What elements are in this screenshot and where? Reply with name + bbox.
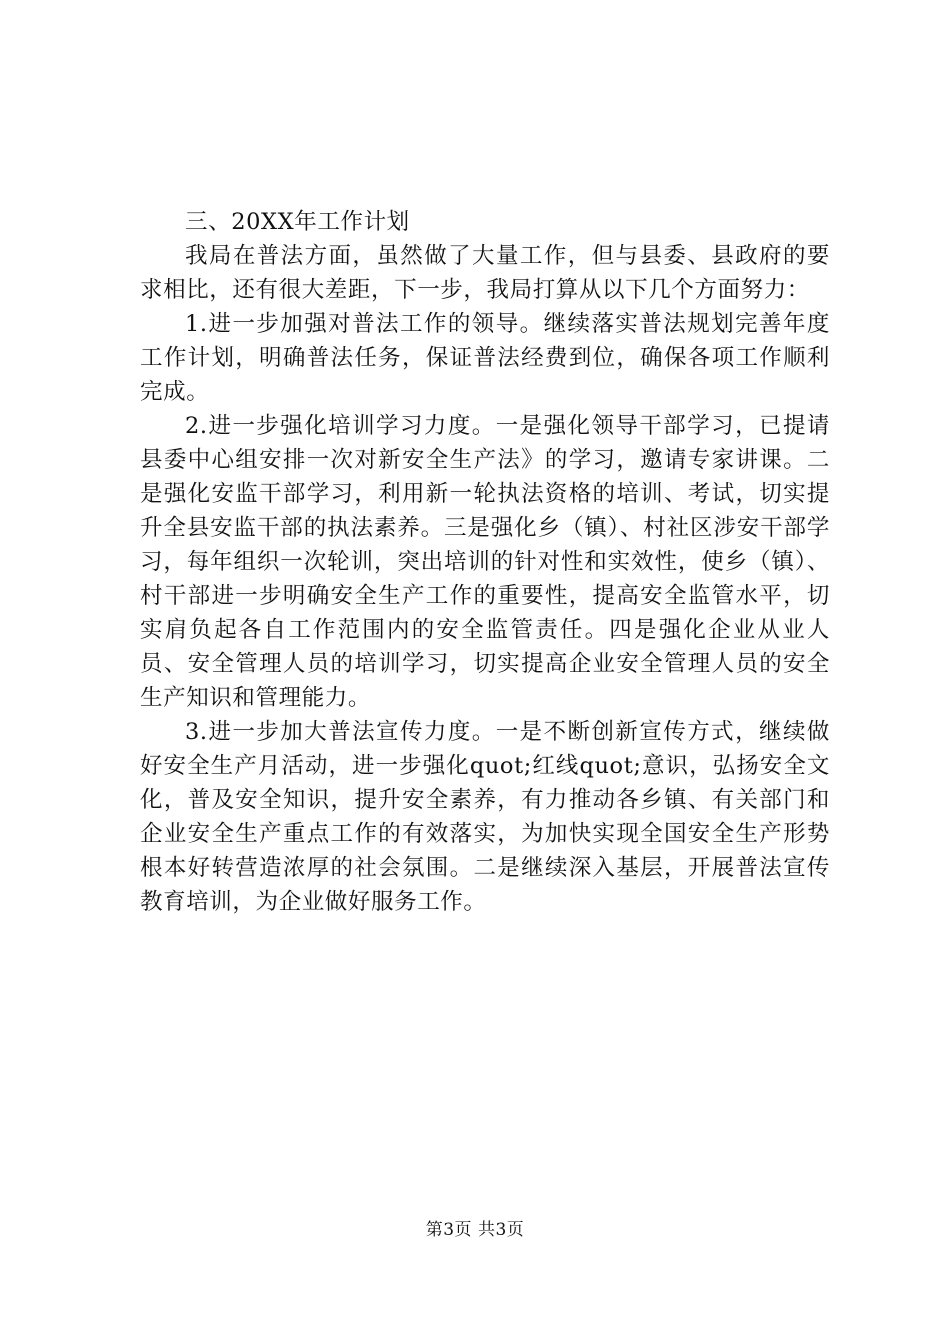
paragraph-item-3: 3.进一步加大普法宣传力度。一是不断创新宣传方式，继续做好安全生产月活动，进一步强化quot;红线quot;意识，弘扬安全文化，普及安全知识，提升安全素养，有力推动各乡镇、有关部门和企业安全生产重点工作的有效落实，为加快实现全国安全生产形势根本好转营造浓厚的社会氛围。二是继续深入基层，开展普法宣传教育培训，为企业做好服务工作。 <box>140 719 830 915</box>
paragraph-intro: 我局在普法方面，虽然做了大量工作，但与县委、县政府的要求相比，还有很大差距，下一步，我局打算从以下几个方面努力： <box>140 243 830 303</box>
paragraph-item-1: 1.进一步加强对普法工作的领导。继续落实普法规划完善年度工作计划，明确普法任务，保证普法经费到位，确保各项工作顺利完成。 <box>140 311 830 405</box>
paragraph-item-2: 2.进一步强化培训学习力度。一是强化领导干部学习，已提请县委中心组安排一次对新安全生产法》的学习，邀请专家讲课。二是强化安监干部学习，利用新一轮执法资格的培训、考试，切实提升全县安监干部的执法素养。三是强化乡（镇）、村社区涉安干部学习，每年组织一次轮训，突出培训的针对性和实效性，使乡（镇）、村干部进一步明确安全生产工作的重要性，提高安全监管水平，切实肩负起各自工作范围内的安全监管责任。四是强化企业从业人员、安全管理人员的培训学习，切实提高企业安全管理人员的安全生产知识和管理能力。 <box>140 413 830 711</box>
page-number-footer: 第3页 共3页 <box>425 1220 525 1240</box>
document-body <box>140 205 830 919</box>
section-heading: 三、20XX年工作计划 <box>185 209 410 235</box>
